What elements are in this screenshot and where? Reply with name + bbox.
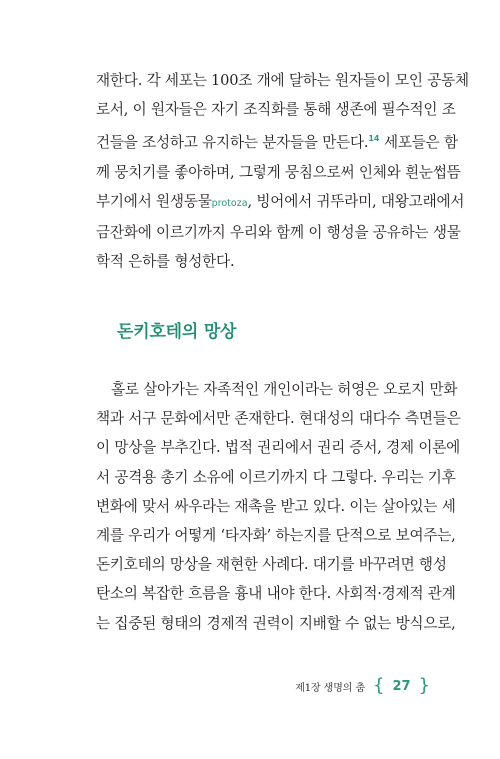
text-segment: 건들을 조성하고 유지하는 분자들을 만든다. bbox=[96, 134, 369, 152]
text-line: 홀로 살아가는 자족적인 개인이라는 허영은 오로지 만화 bbox=[111, 381, 458, 398]
text-segment: , 빙어에서 귀뚜라미, 대왕고래에서 bbox=[247, 192, 465, 210]
page-number: 27 bbox=[392, 678, 411, 694]
text-line: 금잔화에 이르기까지 우리와 함께 이 행성을 공유하는 생물 bbox=[96, 224, 461, 242]
footnote-marker[interactable]: 14 bbox=[368, 134, 380, 144]
text-line-with-gloss bbox=[96, 187, 465, 218]
section-heading: 돈키호테의 망상 bbox=[117, 322, 237, 342]
text-segment: 세포들은 함 bbox=[379, 134, 458, 152]
original-term-gloss: protoza bbox=[211, 197, 248, 209]
text-line: 이 망상을 부추긴다. 법적 권리에서 권리 증서, 경제 이론에 bbox=[96, 439, 461, 457]
text-line: 서 공격용 총기 소유에 이르기까지 다 그렇다. 우리는 기후 bbox=[96, 468, 456, 486]
page-number-brace-open: { bbox=[373, 675, 385, 696]
text-line: 계를 우리가 어떻게 ‘타자화’ 하는지를 단적으로 보여주는, bbox=[96, 527, 456, 545]
page-number-brace-close: } bbox=[418, 675, 430, 696]
body-paragraph-2 bbox=[96, 375, 461, 638]
text-segment: 부기에서 원생동물 bbox=[96, 192, 212, 210]
text-line: 학적 은하를 형성한다. bbox=[96, 253, 235, 271]
text-line: 책과 서구 문화에서만 존재한다. 현대성의 대다수 측면들은 bbox=[96, 410, 461, 428]
running-head: 제1장 생명의 춤 bbox=[295, 682, 365, 694]
body-paragraph-1 bbox=[96, 66, 469, 276]
text-line-with-footnote bbox=[96, 124, 458, 157]
text-line: 로서, 이 원자들은 자기 조직화를 통해 생존에 필수적인 조 bbox=[96, 101, 456, 119]
text-line: 는 집중된 형태의 경제적 권력이 지배할 수 없는 방식으로, bbox=[96, 614, 456, 632]
text-line: 탄소의 복잡한 흐름을 흉내 내야 한다. 사회적·경제적 관계 bbox=[96, 585, 456, 603]
text-line: 께 뭉치기를 좋아하며, 그렇게 뭉침으로써 인체와 흰눈썹뜸 bbox=[96, 163, 461, 181]
text-line: 변화에 맞서 싸우라는 재촉을 받고 있다. 이는 살아있는 세 bbox=[96, 497, 456, 515]
text-line: 돈키호테의 망상을 재현한 사례다. 대기를 바꾸려면 행성 bbox=[96, 556, 447, 574]
page-footer bbox=[295, 677, 430, 695]
text-line: 재한다. 각 세포는 100조 개에 달하는 원자들이 모인 공동체 bbox=[96, 72, 469, 89]
